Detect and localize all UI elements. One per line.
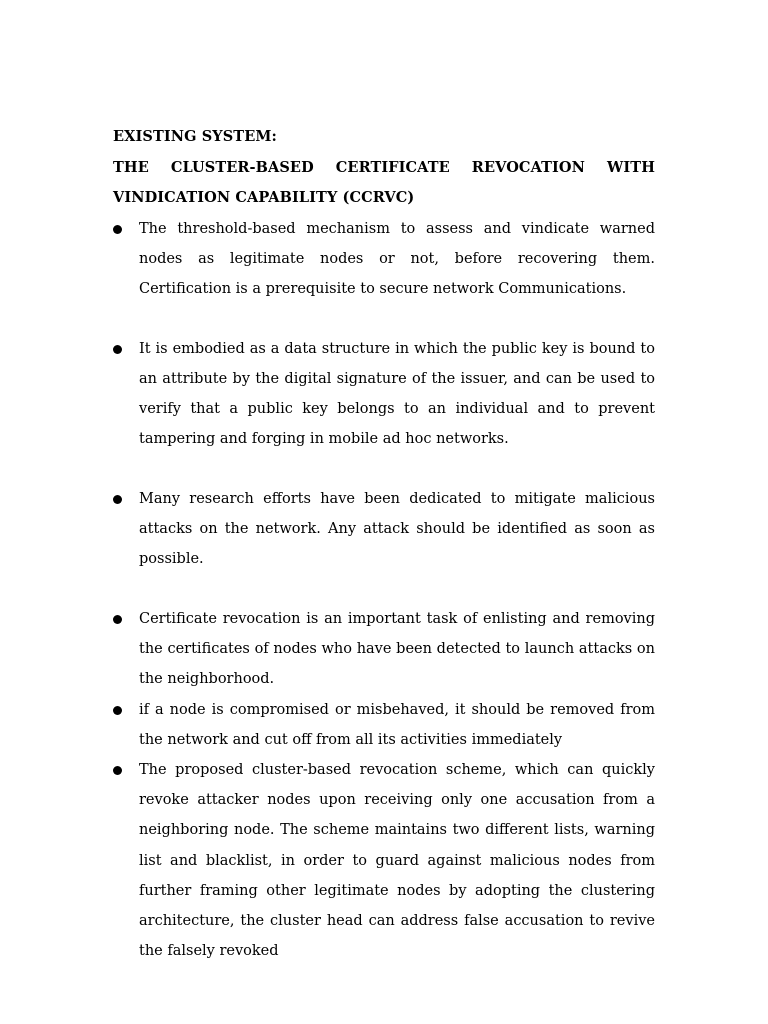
list-item <box>113 604 655 695</box>
bullet-icon <box>113 615 122 624</box>
list-item-text: Many research efforts have been dedicated to mitigate malicious attacks on the network. Any attack should be identified as soon as possible. <box>139 490 655 568</box>
bullet-list <box>113 214 655 967</box>
section-heading: EXISTING SYSTEM: <box>113 128 277 145</box>
section-title-line-2: VINDICATION CAPABILITY (CCRVC) <box>113 189 415 206</box>
bullet-icon <box>113 225 122 234</box>
bullet-icon <box>113 706 122 715</box>
list-item <box>113 695 655 755</box>
list-item-text: The proposed cluster-based revocation scheme, which can quickly revoke attacker nodes upon receiving only one accusation from a neighboring node. The scheme maintains two different lists, warning list and blacklist, in order to guard against malicious nodes from further framing other legitimate nodes by adopting the clustering architecture, the cluster head can address false accusation to revive the falsely revoked <box>139 762 655 960</box>
bullet-icon <box>113 766 122 775</box>
list-item-text: Certificate revocation is an important task of enlisting and removing the certificates of nodes who have been detected to launch attacks on the neighborhood. <box>139 611 655 688</box>
list-item <box>113 334 655 455</box>
bullet-icon <box>113 345 122 354</box>
section-title-line-1: THE CLUSTER-BASED CERTIFICATE REVOCATION WITH <box>113 158 655 176</box>
list-item <box>113 755 655 966</box>
bullet-icon <box>113 495 122 504</box>
list-item <box>113 484 655 575</box>
list-item-text: The threshold-based mechanism to assess and vindicate warned nodes as legitimate nodes or not, before recovering them. Certification is a prerequisite to secure network Communications. <box>139 220 655 297</box>
document-body <box>113 122 655 966</box>
list-item <box>113 214 655 305</box>
list-item-text: if a node is compromised or misbehaved, it should be removed from the network and cut off from all its activities immediately <box>139 701 655 748</box>
list-item-text: It is embodied as a data structure in which the public key is bound to an attribute by the digital signature of the issuer, and can be used to verify that a public key belongs to an individual and to prevent tampering and forging in mobile ad hoc networks. <box>139 340 655 448</box>
